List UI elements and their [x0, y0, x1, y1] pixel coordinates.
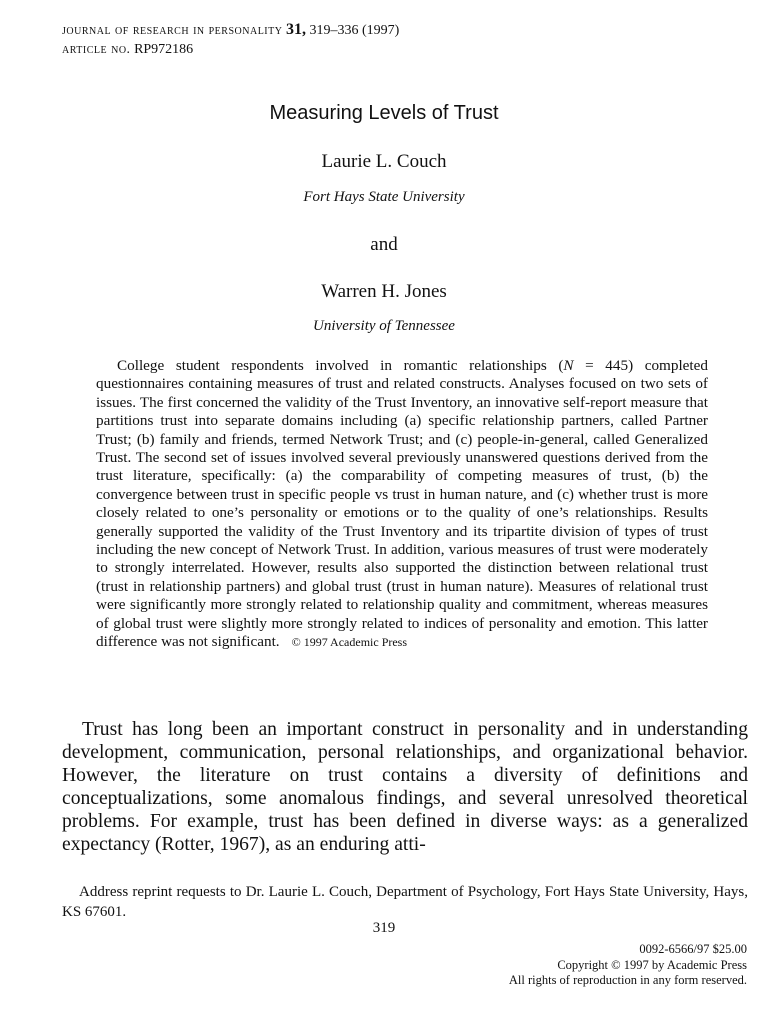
journal-name: journal of research in personality: [62, 23, 283, 38]
author-conjunction: and: [370, 234, 398, 255]
footnote: Address reprint requests to Dr. Laurie L. Couch, Department of Psychology, Fort Hays State University, Hays, KS 67601.: [62, 884, 748, 920]
copyright-line: Copyright © 1997 by Academic Press: [557, 957, 747, 972]
rights-reserved: All rights of reproduction in any form reserved.: [508, 973, 747, 987]
abstract: [96, 357, 708, 652]
body-paragraph: Trust has long been an important construct in personality and in understanding development, communication, personal relationships, and organizational behavior. However, the literature on trust contains a diversity of definitions and conceptualizations, some anomalous findings, and several unresolved theoretical problems. For example, trust has been defined in diverse ways: as a generalized expectancy (Rotter, 1967), as an enduring atti-: [62, 719, 748, 855]
abstract-copyright: © 1997 Academic Press: [291, 635, 408, 650]
author-affiliation-1: Fort Hays State University: [303, 189, 465, 205]
author-affiliation-2: University of Tennessee: [313, 318, 455, 334]
volume-number: 31,: [285, 21, 306, 38]
article-number-line: [62, 40, 399, 59]
price-code: 0092-6566/97 $25.00: [639, 942, 747, 956]
rights-block: [509, 942, 747, 989]
journal-citation-line: [62, 20, 399, 40]
page-range: 319–336 (1997): [309, 23, 400, 38]
abstract-text: = 445) completed questionnaires containing measures of trust and related constructs. Analyses focused on two sets of issues. The first concerned the validity of the Trust Inventory, an innovative self-report measure that partitions trust into separate domains including (a) specific relationship partners, called Partner Trust; (b) family and friends, termed Network Trust; and (c) people-in-general, called Generalized Trust. The second set of issues involved several previously unanswered questions derived from the trust literature, specifically: (a) the comparability of competing measures of trust, (b) the convergence between trust in specific people vs trust in human nature, and (c) whether trust is more closely related to one’s personality or emotions or to the quality of one’s relationships. Results generally supported the validity of the Trust Inventory and its tripartite division of types of trust including the new concept of Network Trust. In addition, various measures of trust were moderately to strongly interrelated. However, results also supported the distinction between relational trust (trust in relationship partners) and global trust (trust in human nature). Measures of relational trust were significantly more strongly related to relationship quality and commitment, whereas measures of global trust were slightly more strongly related to indices of personality and emotion. This latter difference was not significant.: [96, 357, 708, 651]
author-name-1: Laurie L. Couch: [321, 151, 447, 172]
paper-title: Measuring Levels of Trust: [269, 102, 499, 124]
article-number-label: article no.: [62, 42, 131, 57]
article-number: RP972186: [134, 42, 194, 57]
page-number: 319: [372, 920, 396, 936]
author-name-2: Warren H. Jones: [321, 281, 447, 302]
abstract-text-start: College student respondents involved in romantic relationships (: [117, 357, 564, 374]
running-header: [62, 20, 399, 59]
sample-size-symbol: N: [563, 357, 574, 374]
